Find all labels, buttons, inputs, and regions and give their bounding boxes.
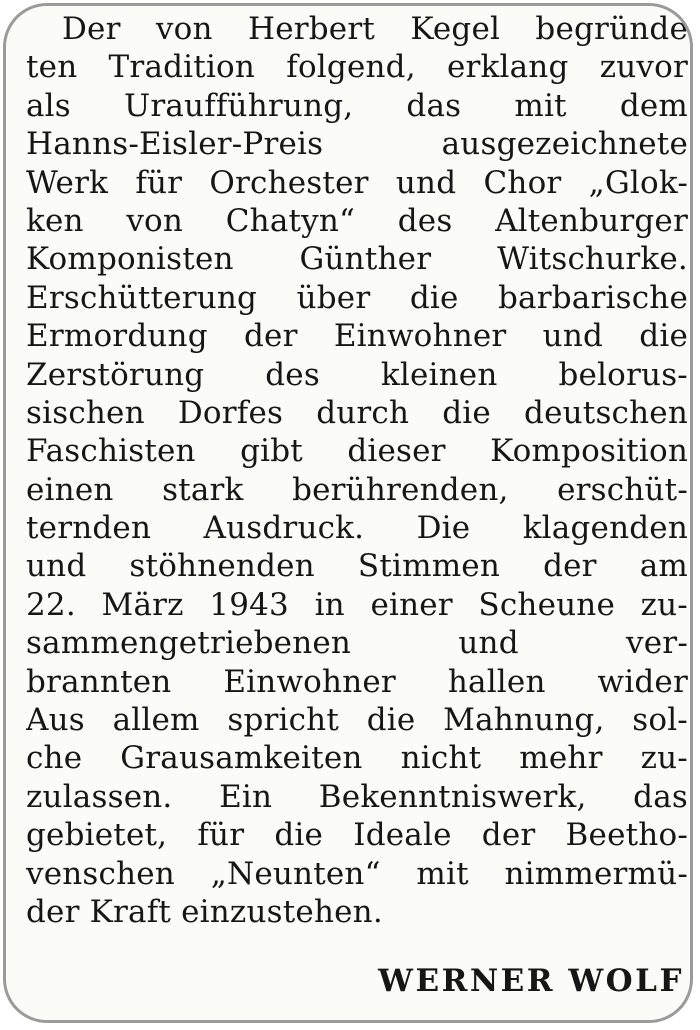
article-line: Hanns-Eisler-Preis ausgezeichnete (26, 126, 688, 163)
article-line: einen stark berührenden, erschüt- (26, 471, 688, 508)
article-line: Komponisten Günther Witschurke. (26, 241, 688, 278)
article-line: venschen „Neunten“ mit nimmermü- (26, 855, 688, 892)
article-line: der Kraft einzustehen. (26, 893, 383, 930)
article-line: ten Tradition folgend, erklang zuvor (26, 49, 688, 86)
article-line: Werk für Orchester und Chor „Glok- (26, 164, 688, 201)
article-line: Erschütterung über die barbarische (26, 279, 688, 316)
article-line: Der von Herbert Kegel begründe (62, 11, 688, 47)
article-line: 22. März 1943 in einer Scheune zu- (26, 586, 688, 623)
newspaper-clipping (3, 3, 693, 1023)
article-line: und stöhnenden Stimmen der am (26, 548, 688, 585)
article-line: als Uraufführung, das mit dem (26, 87, 688, 124)
article-line: sammengetriebenen und ver- (26, 625, 688, 662)
article-line: ternden Ausdruck. Die klagenden (26, 510, 688, 547)
author-signature: WERNER WOLF (378, 963, 684, 999)
article-line: Faschisten gibt dieser Komposition (26, 433, 688, 470)
article-line: Ermordung der Einwohner und die (26, 318, 688, 355)
article-line: Aus allem spricht die Mahnung, sol- (26, 702, 688, 739)
article-line: brannten Einwohner hallen wider (26, 663, 688, 700)
article-line: gebietet, für die Ideale der Beetho- (26, 817, 688, 854)
article-line: che Grausamkeiten nicht mehr zu- (26, 740, 688, 777)
article-line: ken von Chatyn“ des Altenburger (26, 202, 688, 239)
article-line: sischen Dorfes durch die deutschen (26, 394, 688, 431)
article-text (26, 10, 688, 931)
article-line: zulassen. Ein Bekenntniswerk, das (26, 778, 688, 815)
article-line: Zerstörung des kleinen belorus- (26, 356, 688, 393)
